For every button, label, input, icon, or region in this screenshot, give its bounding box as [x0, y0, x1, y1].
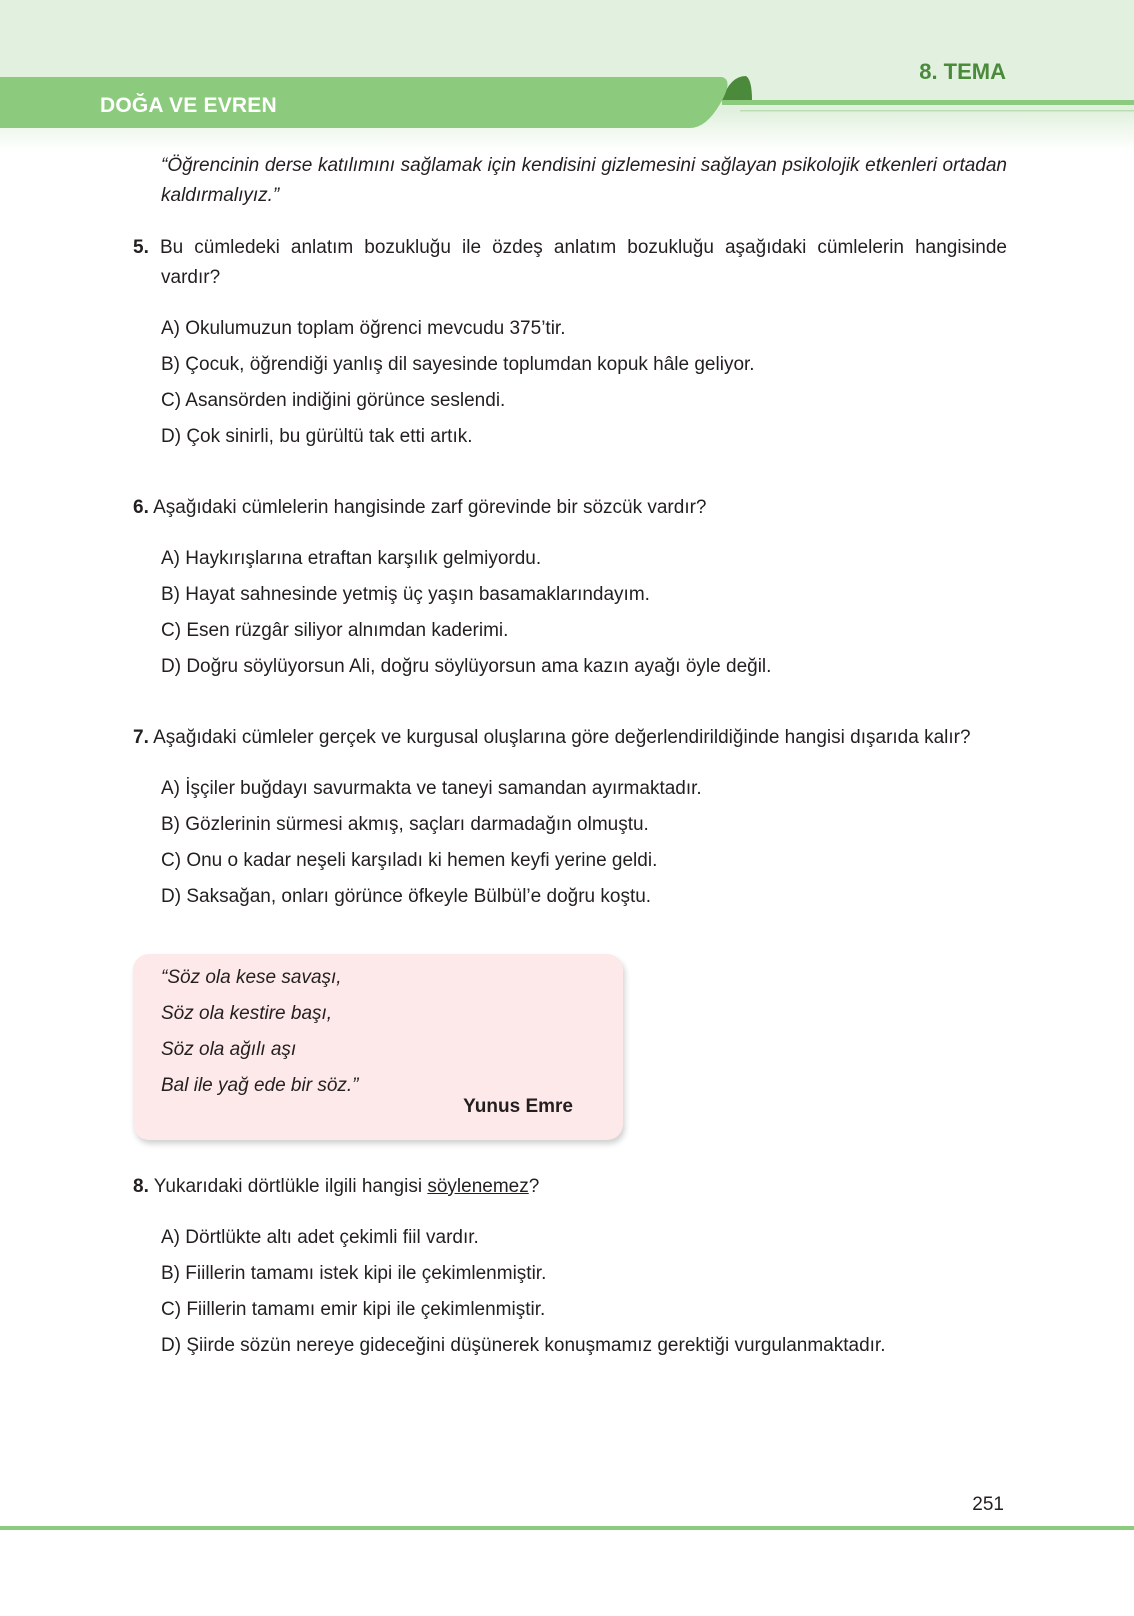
question-8-stem — [133, 1172, 1007, 1202]
question-7-option-b[interactable]: B) Gözlerinin sürmesi akmış, saçları darmadağın olmuştu. — [161, 814, 649, 835]
poem-line-3: Söz ola ağılı aşı — [161, 1039, 297, 1060]
question-8-text: Yukarıdaki dörtlükle ilgili hangisi — [153, 1176, 428, 1197]
footer-line — [0, 1526, 1134, 1530]
question-6-stem — [133, 493, 1007, 523]
question-5-option-b[interactable]: B) Çocuk, öğrendiği yanlış dil sayesinde toplumdan kopuk hâle geliyor. — [161, 354, 755, 375]
question-6-option-a[interactable]: A) Haykırışlarına etraftan karşılık gelmiyordu. — [161, 548, 542, 569]
question-6 — [133, 493, 1007, 685]
question-7 — [133, 723, 1007, 915]
question-8 — [133, 1172, 1007, 1364]
question-5-text: Bu cümledeki anlatım bozukluğu ile özdeş anlatım bozukluğu aşağıdaki cümlelerin hangisinde vardır? — [159, 237, 1007, 288]
theme-label: 8. TEMA — [919, 59, 1006, 84]
question-5-stem — [133, 233, 1007, 293]
question-7-option-c[interactable]: C) Onu o kadar neşeli karşıladı ki hemen keyfi yerine geldi. — [161, 850, 658, 871]
question-5 — [133, 233, 1007, 455]
question-7-option-d[interactable]: D) Saksağan, onları görünce öfkeyle Bülbül’e doğru koştu. — [161, 886, 652, 907]
question-8-question-mark: ? — [528, 1176, 540, 1197]
main-content — [133, 151, 1007, 915]
unit-title: DOĞA VE EVREN — [100, 94, 277, 117]
question-8-option-c[interactable]: C) Fiillerin tamamı emir kipi ile çekimlenmiştir. — [161, 1299, 546, 1320]
question-7-text: Aşağıdaki cümleler gerçek ve kurgusal oluşlarına göre değerlendirildiğinde hangisi dışarıda kalır? — [153, 727, 971, 748]
question-8-option-b[interactable]: B) Fiillerin tamamı istek kipi ile çekimlenmiştir. — [161, 1263, 547, 1284]
question-8-option-a[interactable]: A) Dörtlükte altı adet çekimli fiil vardır. — [161, 1227, 479, 1248]
question-5-option-c[interactable]: C) Asansörden indiğini görünce seslendi. — [161, 390, 506, 411]
poem-line-1: “Söz ola kese savaşı, — [161, 967, 342, 988]
page-number: 251 — [972, 1494, 1004, 1515]
header-right-line — [722, 100, 1134, 105]
question-5-option-d[interactable]: D) Çok sinirli, bu gürültü tak etti artık. — [161, 426, 473, 447]
question-8-underlined-word: söylenemez — [427, 1176, 529, 1197]
question-7-stem — [133, 723, 1007, 753]
question-6-options — [161, 541, 1007, 685]
header-right-thin-line — [740, 110, 1134, 112]
question-7-option-a[interactable]: A) İşçiler buğdayı savurmakta ve taneyi samandan ayırmaktadır. — [161, 778, 702, 799]
question-5-number: 5. — [133, 237, 149, 258]
question-6-option-b[interactable]: B) Hayat sahnesinde yetmiş üç yaşın basamaklarındayım. — [161, 584, 650, 605]
question-6-option-d[interactable]: D) Doğru söylüyorsun Ali, doğru söylüyorsun ama kazın ayağı öyle değil. — [161, 656, 772, 677]
question-8-options — [161, 1220, 1007, 1364]
question-5-option-a[interactable]: A) Okulumuzun toplam öğrenci mevcudu 375’tir. — [161, 318, 566, 339]
question-6-option-c[interactable]: C) Esen rüzgâr siliyor alnımdan kaderimi. — [161, 620, 509, 641]
question-7-options — [161, 771, 1007, 915]
poem-line-4: Bal ile yağ ede bir söz.” — [161, 1075, 359, 1096]
poem-author: Yunus Emre — [463, 1096, 573, 1117]
question-6-text: Aşağıdaki cümlelerin hangisinde zarf görevinde bir sözcük vardır? — [153, 497, 707, 518]
question-6-number: 6. — [133, 497, 149, 518]
intro-quote: “Öğrencinin derse katılımını sağlamak için kendisini gizlemesini sağlayan psikolojik etkenleri ortadan kaldırmalıyız.” — [161, 155, 1007, 206]
poem-line-2: Söz ola kestire başı, — [161, 1003, 333, 1024]
question-8-number: 8. — [133, 1176, 149, 1197]
poem-box — [133, 954, 623, 1140]
question-8-option-d[interactable]: D) Şiirde sözün nereye gideceğini düşünerek konuşmamız gerektiği vurgulanmaktadır. — [161, 1335, 886, 1356]
poem-lines — [161, 960, 359, 1104]
question-7-number: 7. — [133, 727, 149, 748]
question-5-options — [161, 311, 1007, 455]
